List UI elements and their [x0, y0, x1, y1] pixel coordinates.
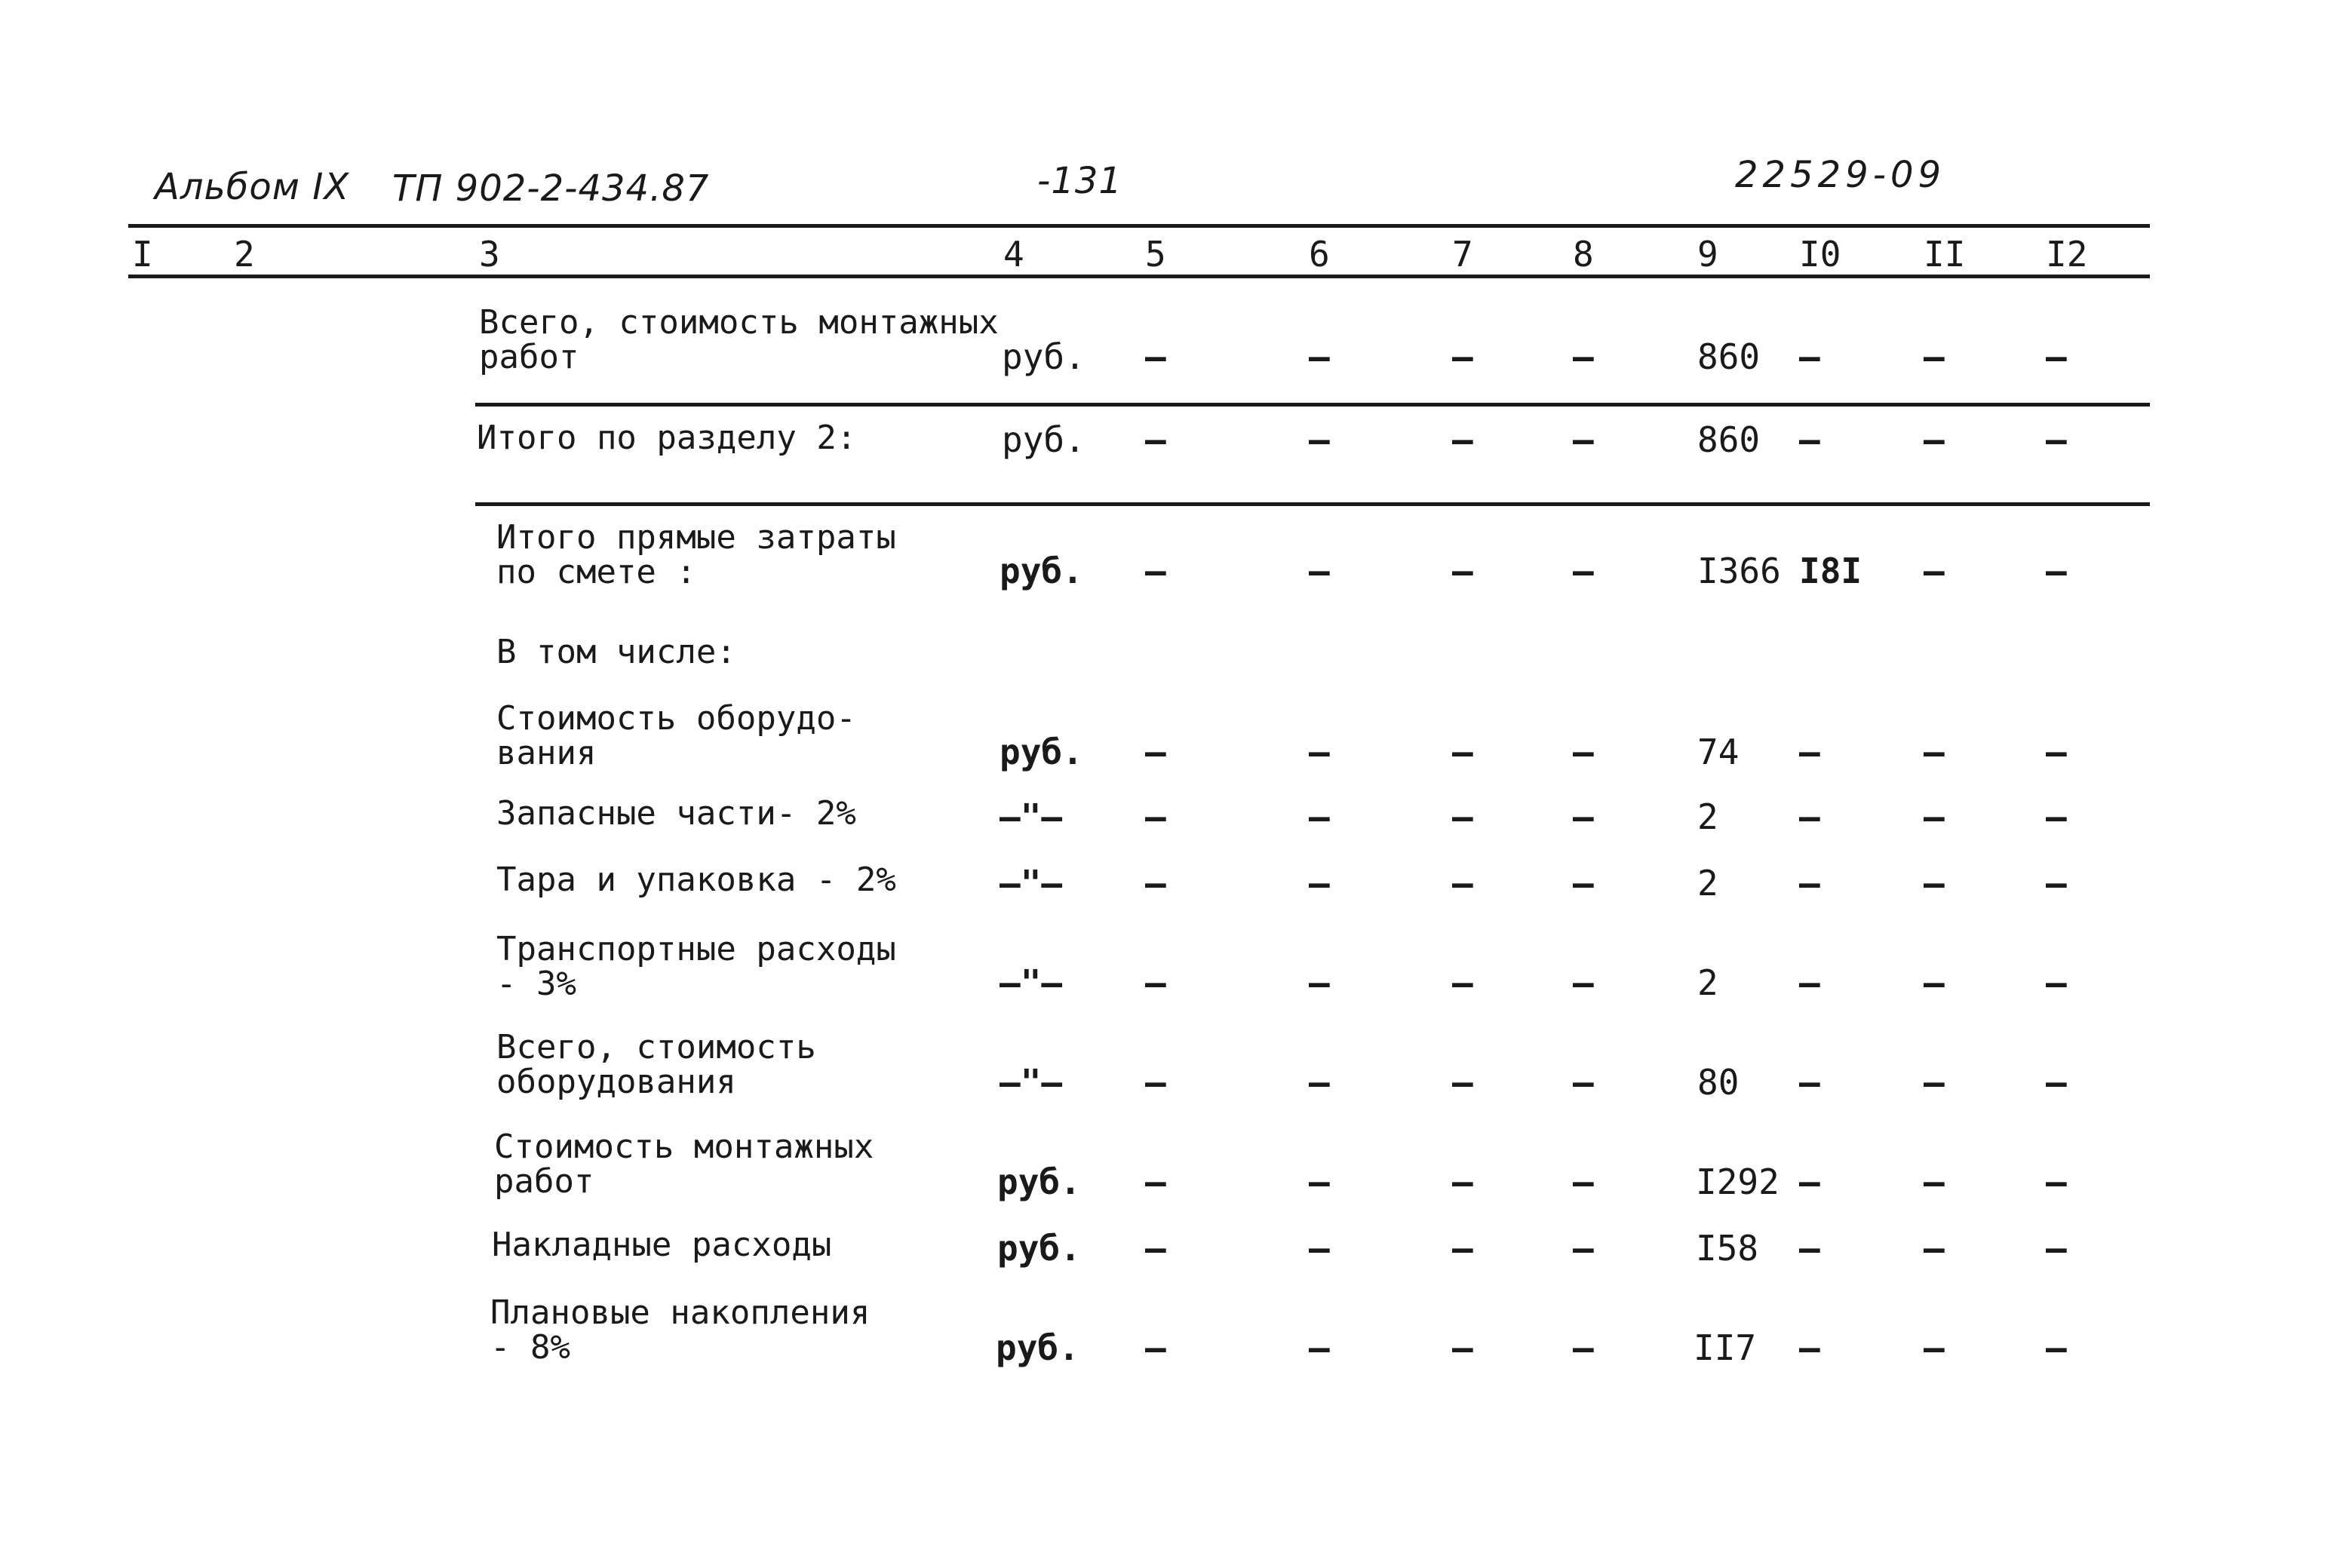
value-cell: – [1573, 962, 1594, 1003]
value-cell: – [1799, 1228, 1820, 1269]
column-number: 3 [479, 234, 500, 275]
value-cell: – [1573, 863, 1594, 904]
unit-cell: руб. [997, 1228, 1081, 1269]
row-description: Стоимость оборудо- вания [496, 699, 856, 772]
value-cell: – [1924, 732, 1945, 772]
value-cell: – [2046, 1228, 2067, 1269]
value-cell: – [1309, 863, 1330, 904]
value-cell: – [1924, 551, 1945, 591]
value-cell: – [1309, 336, 1330, 377]
row-description: Тара и упаковка - 2% [496, 861, 896, 899]
unit-cell: руб. [1000, 732, 1083, 772]
value-cell: – [1145, 863, 1166, 904]
row-description: Транспортные расходы - 3% [496, 930, 896, 1003]
value-cell: – [1145, 796, 1166, 837]
table-top-rule [128, 224, 2150, 228]
unit-cell: –"– [1000, 962, 1063, 1003]
value-cell: – [1452, 863, 1473, 904]
row-description: Запасные части- 2% [496, 794, 856, 833]
value-cell: – [1309, 1228, 1330, 1269]
column-number: 7 [1452, 234, 1473, 275]
value-cell: – [2046, 336, 2067, 377]
value-cell: – [2046, 863, 2067, 904]
value-cell: – [1924, 1228, 1945, 1269]
value-cell: – [2046, 1327, 2067, 1368]
value-cell: – [1452, 796, 1473, 837]
value-cell: – [1573, 551, 1594, 591]
value-cell: – [2046, 962, 2067, 1003]
column-header-rule [128, 275, 2150, 278]
value-cell: – [1799, 419, 1820, 460]
column-number: 9 [1697, 234, 1718, 275]
value-cell: – [1452, 551, 1473, 591]
column-number: II [1924, 234, 1966, 275]
unit-cell: руб. [1000, 551, 1083, 591]
section-rule-1 [475, 403, 2150, 407]
value-cell: – [1452, 1327, 1473, 1368]
unit-cell: –"– [1000, 863, 1063, 904]
value-cell: – [1924, 419, 1945, 460]
row-description: Плановые накопления - 8% [490, 1293, 871, 1367]
value-cell: 860 [1697, 336, 1761, 377]
value-cell: – [1924, 863, 1945, 904]
value-cell: – [1799, 1327, 1820, 1368]
value-cell: – [1309, 1062, 1330, 1103]
value-cell: – [1145, 962, 1166, 1003]
row-description: Итого по разделу 2: [477, 419, 857, 457]
value-cell: – [1573, 1327, 1594, 1368]
unit-cell: –"– [1000, 1062, 1063, 1103]
value-cell: – [1452, 1161, 1473, 1202]
value-cell: – [1145, 336, 1166, 377]
row-description: Итого прямые затраты по смете : [496, 518, 896, 591]
section-rule-2 [475, 502, 2150, 506]
value-cell: – [1309, 732, 1330, 772]
column-number: I0 [1799, 234, 1841, 275]
value-cell: – [1924, 336, 1945, 377]
unit-cell: руб. [1002, 336, 1086, 377]
value-cell: 80 [1697, 1062, 1740, 1103]
value-cell: – [1145, 1228, 1166, 1269]
unit-cell: руб. [997, 1161, 1081, 1202]
value-cell: – [1309, 551, 1330, 591]
value-cell: 2 [1697, 962, 1718, 1003]
value-cell: – [1573, 732, 1594, 772]
column-number: 5 [1145, 234, 1166, 275]
value-cell: – [1799, 796, 1820, 837]
value-cell: – [1573, 796, 1594, 837]
value-cell: – [1924, 796, 1945, 837]
value-cell: – [1309, 962, 1330, 1003]
unit-cell: руб. [1002, 419, 1086, 460]
page-number: -131 [1037, 160, 1122, 202]
value-cell: – [1452, 1062, 1473, 1103]
value-cell: – [2046, 1062, 2067, 1103]
value-cell: – [1799, 863, 1820, 904]
document-code: 22529-09 [1735, 154, 1946, 196]
value-cell: – [1145, 551, 1166, 591]
project-number: ТП 902-2-434.87 [392, 167, 710, 210]
value-cell: 2 [1697, 863, 1718, 904]
value-cell: – [1799, 732, 1820, 772]
value-cell: I8I [1799, 551, 1862, 591]
value-cell: – [1309, 796, 1330, 837]
value-cell: – [1452, 419, 1473, 460]
value-cell: – [1145, 1062, 1166, 1103]
value-cell: – [1573, 419, 1594, 460]
column-number: I2 [2046, 234, 2088, 275]
value-cell: – [1309, 1161, 1330, 1202]
unit-cell: руб. [996, 1327, 1079, 1368]
value-cell: I292 [1696, 1161, 1780, 1202]
value-cell: I58 [1696, 1228, 1759, 1269]
row-description: Всего, стоимость монтажных работ [479, 303, 999, 376]
column-number: I [132, 234, 153, 275]
value-cell: – [1924, 962, 1945, 1003]
value-cell: – [1799, 1062, 1820, 1103]
row-description: Всего, стоимость оборудования [496, 1028, 816, 1101]
column-number: 4 [1003, 234, 1024, 275]
column-number: 8 [1573, 234, 1594, 275]
value-cell: – [1145, 732, 1166, 772]
value-cell: 860 [1697, 419, 1761, 460]
value-cell: 2 [1697, 796, 1718, 837]
value-cell: – [2046, 796, 2067, 837]
value-cell: – [1573, 1161, 1594, 1202]
value-cell: – [1924, 1161, 1945, 1202]
row-description: В том числе: [496, 633, 736, 671]
value-cell: – [2046, 419, 2067, 460]
column-number: 2 [234, 234, 255, 275]
value-cell: – [1924, 1062, 1945, 1103]
value-cell: – [1573, 1228, 1594, 1269]
value-cell: – [1452, 962, 1473, 1003]
value-cell: – [1145, 1161, 1166, 1202]
value-cell: – [1452, 1228, 1473, 1269]
value-cell: – [1799, 1161, 1820, 1202]
value-cell: – [1309, 419, 1330, 460]
unit-cell: –"– [1000, 796, 1063, 837]
value-cell: – [1309, 1327, 1330, 1368]
value-cell: – [1145, 1327, 1166, 1368]
value-cell: – [2046, 551, 2067, 591]
column-number: 6 [1309, 234, 1330, 275]
value-cell: – [2046, 732, 2067, 772]
value-cell: – [1924, 1327, 1945, 1368]
value-cell: – [1573, 336, 1594, 377]
value-cell: II7 [1694, 1327, 1757, 1368]
album-label: Альбом IX [155, 166, 350, 208]
row-description: Стоимость монтажных работ [494, 1128, 874, 1201]
row-description: Накладные расходы [492, 1226, 832, 1264]
value-cell: 74 [1697, 732, 1740, 772]
value-cell: – [1799, 962, 1820, 1003]
value-cell: – [2046, 1161, 2067, 1202]
value-cell: – [1452, 732, 1473, 772]
value-cell: – [1145, 419, 1166, 460]
value-cell: – [1573, 1062, 1594, 1103]
value-cell: I366 [1697, 551, 1781, 591]
value-cell: – [1799, 336, 1820, 377]
value-cell: – [1452, 336, 1473, 377]
